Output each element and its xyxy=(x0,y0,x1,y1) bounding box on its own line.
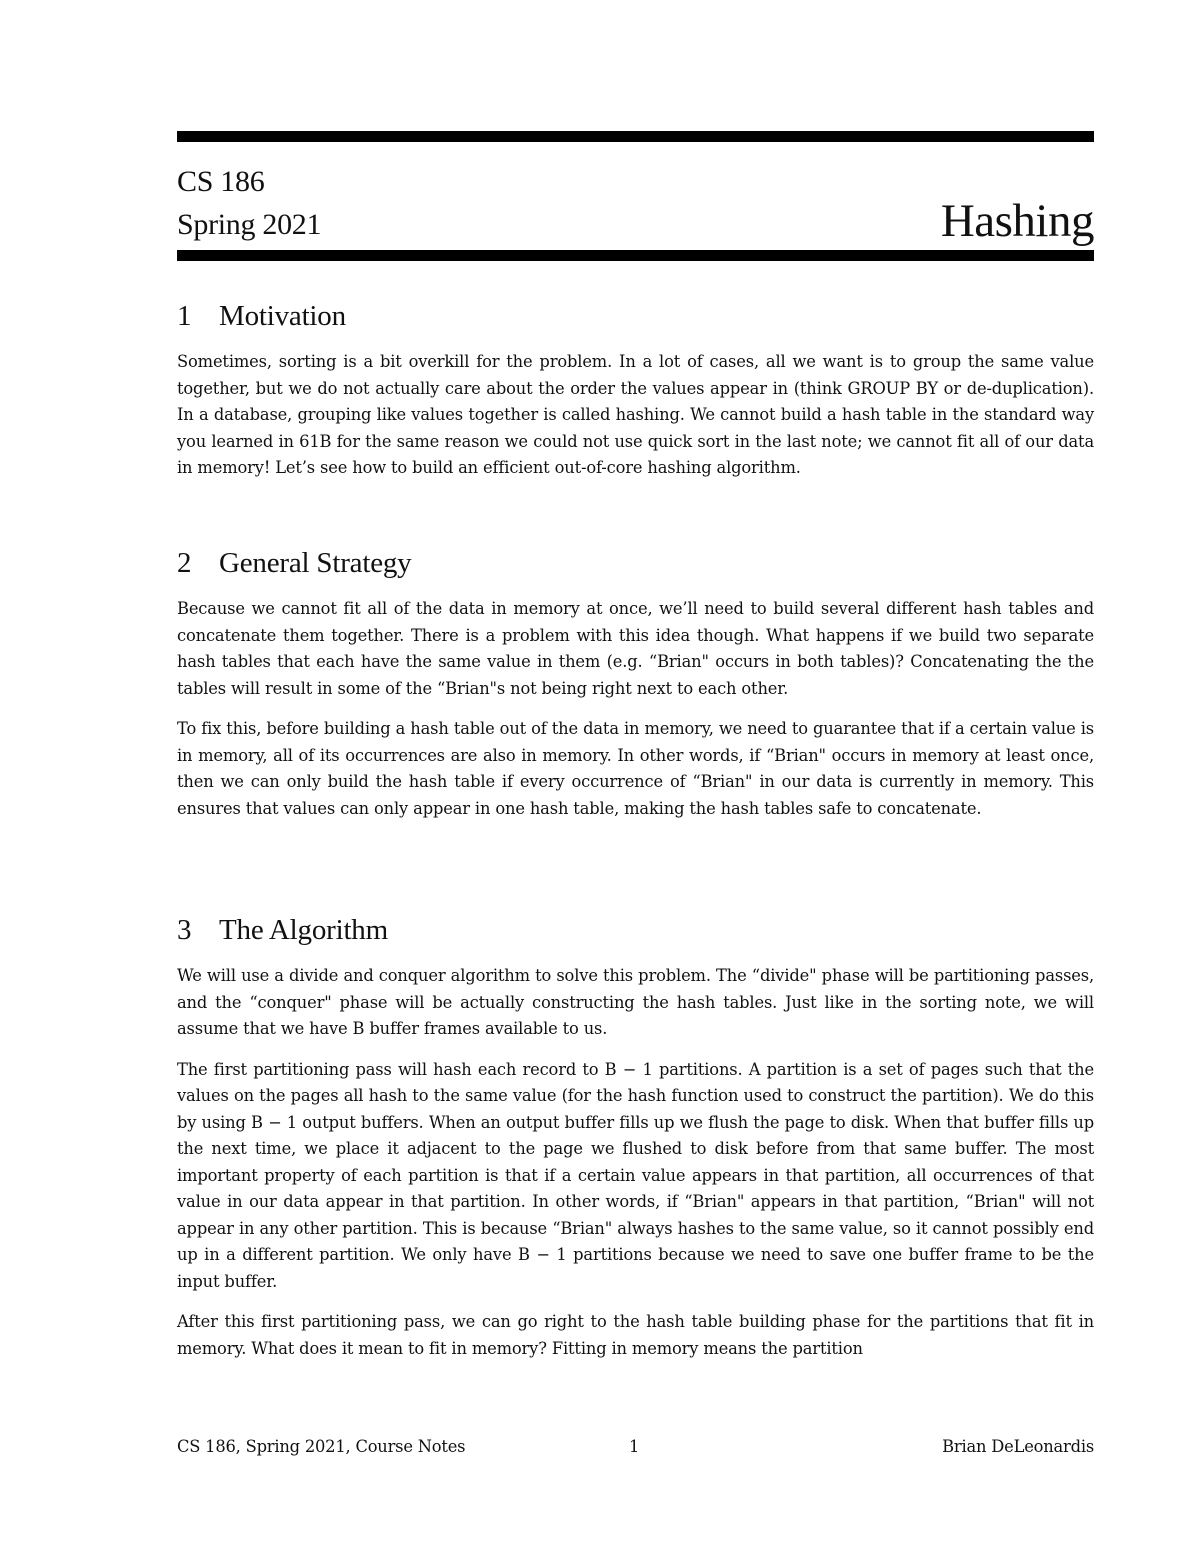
paragraph: Sometimes, sorting is a bit overkill for the problem. In a lot of cases, all we want is to group the same value together, but we do not actually care about the order the values appear in (think GROUP BY or de-duplication). In a database, grouping like values together is called hashing. We cannot build a hash table in the standard way you learned in 61B for the same reason we could not use quick sort in the last note; we cannot fit all of our data in memory! Let’s see how to build an efficient out-of-core hashing algorithm. xyxy=(177,352,1094,477)
course-name: CS 186 xyxy=(177,165,265,198)
section-heading xyxy=(177,545,1094,581)
section-general-strategy xyxy=(177,545,1094,822)
section-heading xyxy=(177,912,1094,948)
document-title: Hashing xyxy=(940,195,1094,247)
section-heading xyxy=(177,298,1094,334)
section-title: The Algorithm xyxy=(219,914,388,946)
section-number: 2 xyxy=(177,547,192,579)
section-title: General Strategy xyxy=(219,547,412,579)
paragraph: To fix this, before building a hash table out of the data in memory, we need to guarantee that if a certain value is in memory, all of its occurrences are also in memory. In other words, if “Brian" occurs in memory at least once, then we can only build the hash table if every occurrence of “Brian" in our data is currently in memory. This ensures that values can only appear in one hash table, making the hash tables safe to concatenate. xyxy=(177,719,1094,818)
page-number: 1 xyxy=(629,1437,640,1456)
section-number: 1 xyxy=(177,300,192,332)
footer-course-notes: CS 186, Spring 2021, Course Notes xyxy=(177,1437,466,1456)
section-title: Motivation xyxy=(219,300,346,332)
document-page xyxy=(177,0,1094,1553)
footer-author: Brian DeLeonardis xyxy=(942,1437,1094,1456)
section-the-algorithm xyxy=(177,912,1094,1362)
paragraph: Because we cannot fit all of the data in memory at once, we’ll need to build several different hash tables and concatenate them together. There is a problem with this idea though. What happens if we build two separate hash tables that each have the same value in them (e.g. “Brian" occurs in both tables)? Concatenating the the tables will result in some of the “Brian"s not being right next to each other. xyxy=(177,599,1094,698)
paragraph: We will use a divide and conquer algorithm to solve this problem. The “divide" phase will be partitioning passes, and the “conquer" phase will be actually constructing the hash tables. Just like in the sorting note, we will assume that we have B buffer frames available to us. xyxy=(177,966,1094,1038)
course-term: Spring 2021 xyxy=(177,208,322,241)
paragraph: After this first partitioning pass, we can go right to the hash table building phase for the partitions that fit in memory. What does it mean to fit in memory? Fitting in memory means the partition xyxy=(177,1312,1094,1358)
section-number: 3 xyxy=(177,914,192,946)
section-motivation xyxy=(177,298,1094,482)
header-top-rule xyxy=(177,131,1094,142)
header-bottom-rule xyxy=(177,250,1094,261)
paragraph: The first partitioning pass will hash each record to B − 1 partitions. A partition is a set of pages such that the values on the pages all hash to the same value (for the hash function used to construct the partition). We do this by using B − 1 output buffers. When an output buffer fills up we flush the page to disk. When that buffer fills up the next time, we place it adjacent to the page we flushed to disk before from that same buffer. The most important property of each partition is that if a certain value appears in that partition, all occurrences of that value in our data appear in that partition. In other words, if “Brian" appears in that partition, “Brian" will not appear in any other partition. This is because “Brian" always hashes to the same value, so it cannot possibly end up in a different partition. We only have B − 1 partitions because we need to save one buffer frame to be the input buffer. xyxy=(177,1059,1094,1291)
